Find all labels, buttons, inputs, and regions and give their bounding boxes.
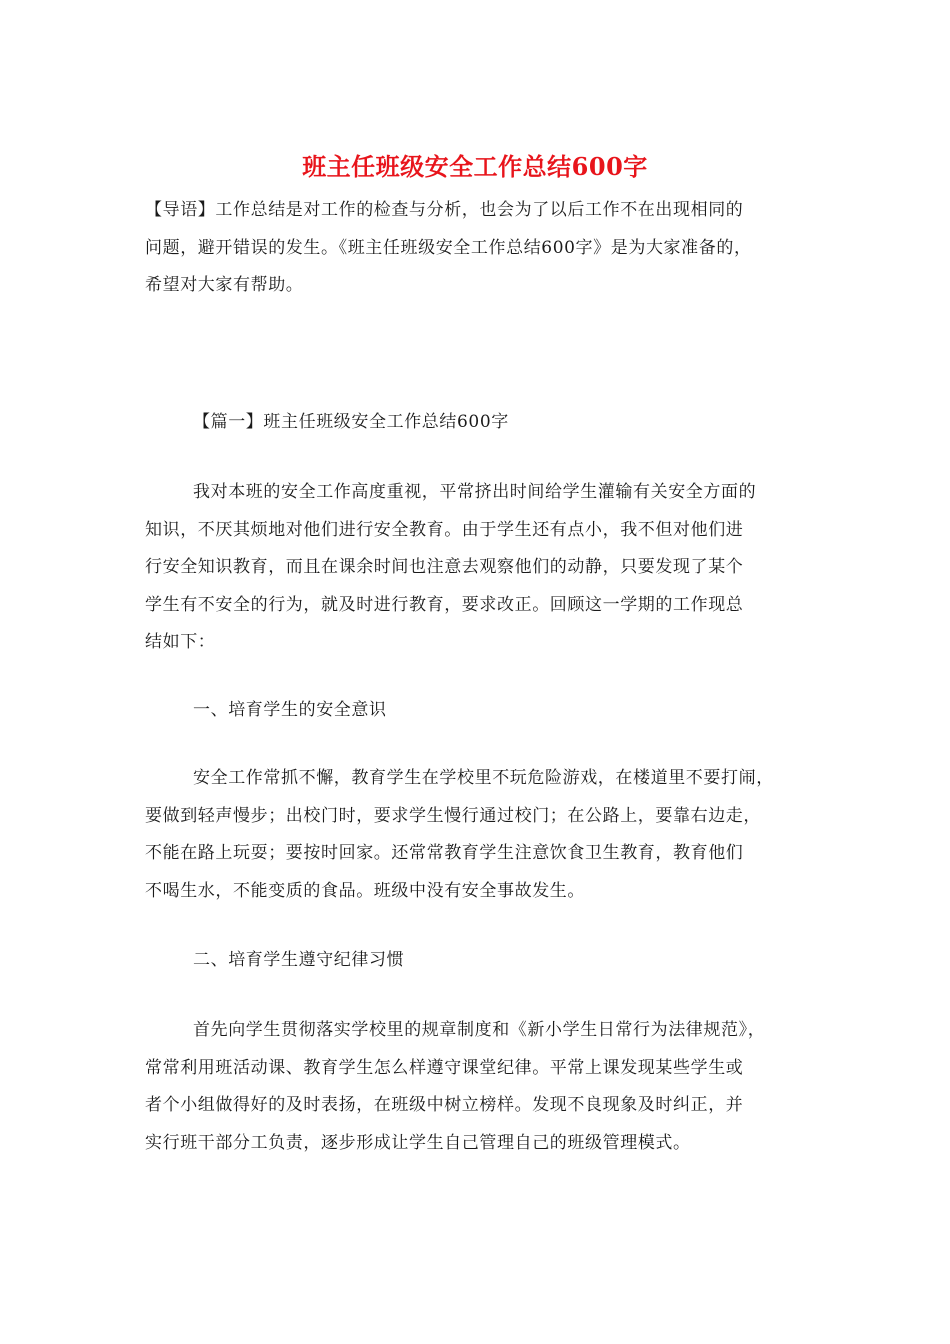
paragraph-line: 我对本班的安全工作高度重视，平常挤出时间给学生灌输有关安全方面的	[193, 482, 757, 502]
paragraph-line: 不能在路上玩耍；要按时回家。还常常教育学生注意饮食卫生教育，教育他们	[145, 843, 744, 863]
intro-paragraph	[145, 192, 810, 305]
section-heading-text: 【篇一】班主任班级安全工作总结600字	[193, 412, 509, 432]
intro-line: 希望对大家有帮助。	[145, 275, 304, 295]
paragraph-3	[145, 1012, 810, 1162]
paragraph-line: 行安全知识教育，而且在课余时间也注意去观察他们的动静，只要发现了某个	[145, 557, 744, 577]
paragraph-line: 首先向学生贯彻落实学校里的规章制度和《新小学生日常行为法律规范》，	[193, 1020, 766, 1040]
heading-2-text: 二、培育学生遵守纪律习惯	[193, 950, 405, 970]
paragraph-line: 知识，不厌其烦地对他们进行安全教育。由于学生还有点小，我不但对他们进	[145, 519, 744, 540]
heading-1	[145, 692, 810, 730]
section-heading	[145, 404, 810, 442]
paragraph-line: 常常利用班活动课、教育学生怎么样遵守课堂纪律。平常上课发现某些学生或	[145, 1057, 744, 1078]
paragraph-line: 安全工作常抓不懈，教育学生在学校里不玩危险游戏，在楼道里不要打闹，	[193, 768, 774, 788]
paragraph-line: 实行班干部分工负责，逐步形成让学生自己管理自己的班级管理模式。	[145, 1132, 691, 1153]
document-title: 班主任班级安全工作总结600字	[302, 152, 648, 181]
paragraph-line: 结如下：	[145, 632, 216, 652]
paragraph-line: 学生有不安全的行为，就及时进行教育，要求改正。回顾这一学期的工作现总	[145, 594, 744, 615]
paragraph-line: 不喝生水，不能变质的食品。班级中没有安全事故发生。	[145, 880, 585, 901]
paragraph-line: 者个小组做得好的及时表扬，在班级中树立榜样。发现不良现象及时纠正，并	[145, 1095, 744, 1115]
intro-line: 【导语】工作总结是对工作的检查与分析，也会为了以后工作不在出现相同的	[145, 200, 744, 220]
paragraph-1	[145, 474, 810, 662]
paragraph-2	[145, 760, 810, 910]
heading-1-text: 一、培育学生的安全意识	[193, 700, 387, 720]
heading-2	[145, 942, 810, 980]
paragraph-line: 要做到轻声慢步；出校门时，要求学生慢行通过校门；在公路上，要靠右边走，	[145, 805, 761, 826]
intro-line: 问题，避开错误的发生。《班主任班级安全工作总结600字》是为大家准备的，	[145, 237, 752, 258]
